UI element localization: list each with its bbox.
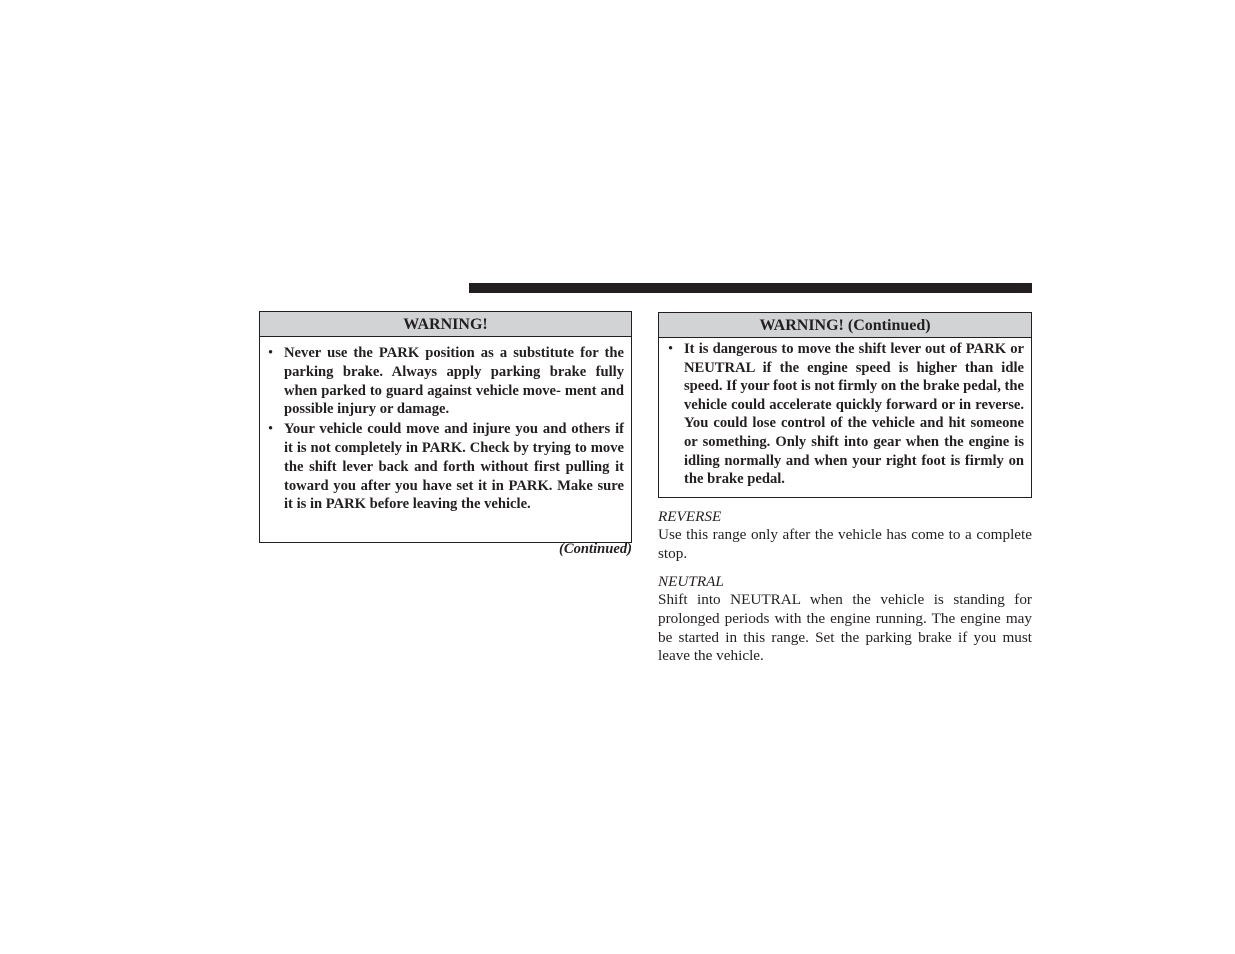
warning-list: [260, 337, 631, 514]
bullet-icon: •: [668, 341, 674, 357]
warning-item: [268, 420, 624, 514]
continued-label: (Continued): [559, 541, 632, 557]
section-heading: REVERSE: [658, 508, 722, 525]
warning-box-left: [259, 311, 632, 543]
section-reverse: [658, 507, 1032, 564]
warning-title: WARNING!: [260, 312, 631, 337]
warning-title: WARNING! (Continued): [659, 313, 1031, 338]
bullet-icon: •: [268, 345, 274, 361]
warning-list: [659, 338, 1031, 489]
warning-box-right: [658, 312, 1032, 498]
section-neutral: [658, 572, 1032, 666]
section-heading: NEUTRAL: [658, 573, 724, 590]
section-body: Shift into NEUTRAL when the vehicle is standing for prolonged periods with the engine running. The engine may be started in this range. Set the parking brake if you must leave the vehicle.: [658, 591, 1032, 665]
warning-item-text: Your vehicle could move and injure you and others if it is not completely in PARK. Check by trying to move the shift lever back and forth without first pulling it toward you after you have set it in PARK. Make sure it is in PARK before leaving the vehicle.: [284, 421, 624, 513]
warning-item-text: It is dangerous to move the shift lever out of PARK or NEUTRAL if the engine speed is higher than idle speed. If your foot is not firmly on the brake pedal, the vehicle could accelerate quickly forward or in reverse. You could lose control of the vehicle and hit someone or something. Only shift into gear when the engine is idling normally and when your right foot is firmly on the brake pedal.: [684, 341, 1024, 488]
header-rule: [469, 283, 1032, 293]
warning-item: [668, 340, 1024, 489]
bullet-icon: •: [268, 421, 274, 438]
warning-item-text: Never use the PARK position as a substitute for the parking brake. Always apply parking brake fully when parked to guard against vehicle move- ment and possible injury or damage.: [284, 345, 624, 418]
warning-item: [268, 344, 624, 419]
section-body: Use this range only after the vehicle has come to a complete stop.: [658, 526, 1032, 562]
